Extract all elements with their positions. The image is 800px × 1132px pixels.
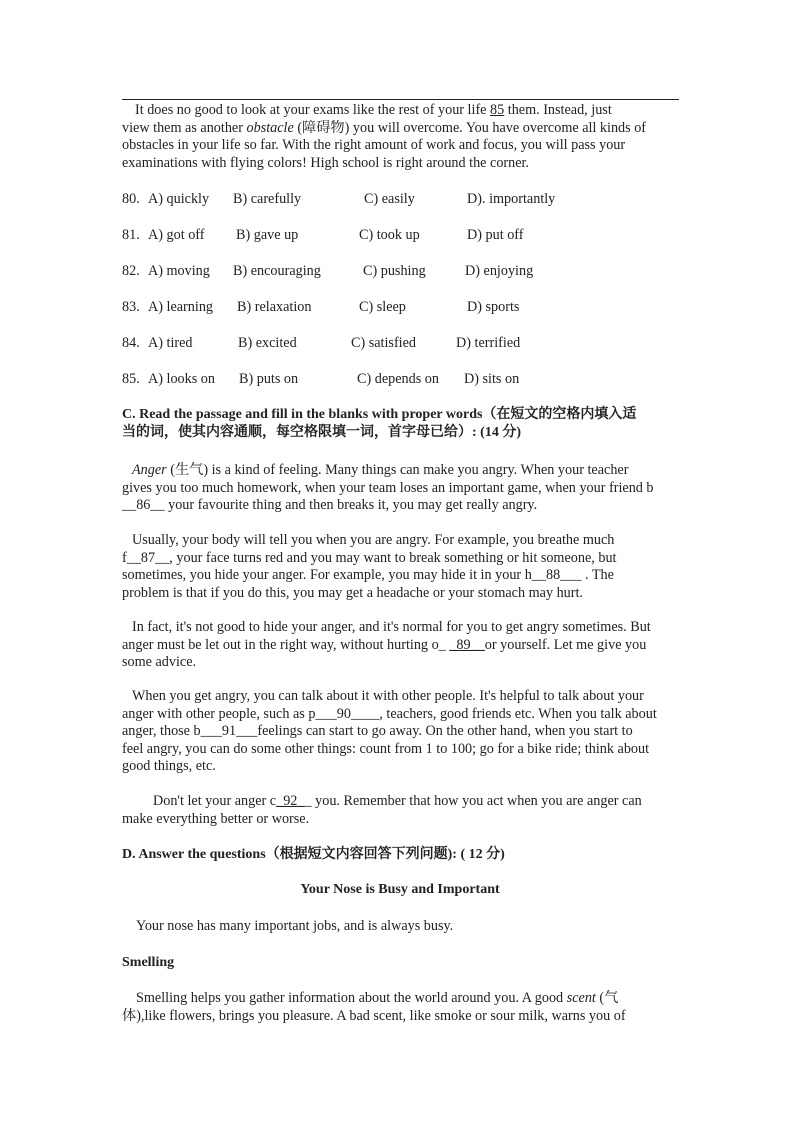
option-c: C) pushing <box>363 263 426 279</box>
passage-b-end: It does no good to look at your exams like the rest of your life 85 them. Instead, just view them as another obstacle (障碍物) you will overcome. You have overcome all kinds of obstacles in your life so far. With the right amount of work and focus, you will pass your examinations with flying colors! High school is right around the corner. <box>122 102 647 171</box>
option-d: D) sports <box>467 299 520 315</box>
passage-c-paragraph-3: In fact, it's not good to hide your anger, and it's normal for you to get angry sometimes. But anger must be let out in the right way, without hurting o_ _89__or yourself. Let me give you some advice. <box>122 619 651 671</box>
question-number: 83. <box>122 299 140 315</box>
option-c: C) easily <box>364 191 415 207</box>
option-d: D) enjoying <box>465 263 534 279</box>
option-b: B) puts on <box>239 371 299 387</box>
question-number: 80. <box>122 191 140 207</box>
option-b: B) carefully <box>233 191 302 207</box>
option-a: A) got off <box>148 227 205 243</box>
option-b: B) excited <box>238 335 297 351</box>
question-number: 82. <box>122 263 140 279</box>
question-number: 81. <box>122 227 140 243</box>
option-a: A) tired <box>148 335 193 351</box>
term-anger: Anger <box>132 462 167 478</box>
passage-c-paragraph-5: Don't let your anger c_92__ you. Remember that how you act when you are anger can make everything better or worse. <box>122 793 642 827</box>
option-c: C) satisfied <box>351 335 417 351</box>
passage-d-smelling-paragraph: Smelling helps you gather information about the world around you. A good scent (气 体),like flowers, brings you pleasure. A bad scent, like smoke or sour milk, warns you of <box>122 990 626 1024</box>
question-number: 84. <box>122 335 140 351</box>
option-a: A) quickly <box>148 191 210 207</box>
option-c: C) depends on <box>357 371 439 387</box>
option-a: A) looks on <box>148 371 215 387</box>
term-obstacle: obstacle <box>246 119 294 136</box>
blank-89: _89__ <box>449 636 485 653</box>
blank-85: 85 <box>490 102 505 118</box>
option-d: D) sits on <box>464 371 520 387</box>
section-c-heading: C. Read the passage and fill in the blanks with proper words（在短文的空格内填入适 当的词，使其内容通顺，每空格限填一词，首字母已给）: (14 分) <box>122 407 637 440</box>
blank-92: _92_ <box>276 793 305 809</box>
option-d: D). importantly <box>467 191 556 207</box>
passage-c-paragraph-2: Usually, your body will tell you when you are angry. For example, you breathe much f__87__, your face turns red and you may want to break something or hit someone, but sometimes, you hide your anger. For example, you may hide it in your h__88___ . The problem is that if you do this, you may get a headache or your stomach may hurt. <box>122 532 617 601</box>
option-d: D) put off <box>467 227 524 243</box>
option-b: B) gave up <box>236 227 299 243</box>
question-number: 85. <box>122 371 140 387</box>
passage-title: Your Nose is Busy and Important <box>300 882 500 897</box>
top-rule <box>122 99 679 100</box>
section-d-heading: D. Answer the questions（根据短文内容回答下列问题): ( 12 分) <box>122 847 505 862</box>
option-b: B) relaxation <box>237 299 312 315</box>
option-b: B) encouraging <box>233 263 321 279</box>
subheading-smelling: Smelling <box>122 955 175 970</box>
option-a: A) moving <box>148 263 210 279</box>
option-d: D) terrified <box>456 335 521 351</box>
passage-d-intro: Your nose has many important jobs, and is always busy. <box>136 918 454 934</box>
passage-c-paragraph-4: When you get angry, you can talk about it with other people. It's helpful to talk about your anger with other people, such as p___90____, teachers, good friends etc. When you talk about anger, those b___91___feelings can start to go away. On the other hand, when you start to feel angry, you can do some other things: count from 1 to 100; go for a bike ride; think about good things, etc. <box>122 688 657 775</box>
option-c: C) took up <box>359 227 420 243</box>
term-scent: scent <box>566 990 596 1006</box>
option-a: A) learning <box>148 299 214 315</box>
option-c: C) sleep <box>359 299 406 315</box>
passage-c-paragraph-1: Anger (生气) is a kind of feeling. Many things can make you angry. When your teacher gives you too much homework, when your team loses an important game, when your friend b __86__ your favourite thing and then breaks it, you may get really angry. <box>122 462 654 514</box>
